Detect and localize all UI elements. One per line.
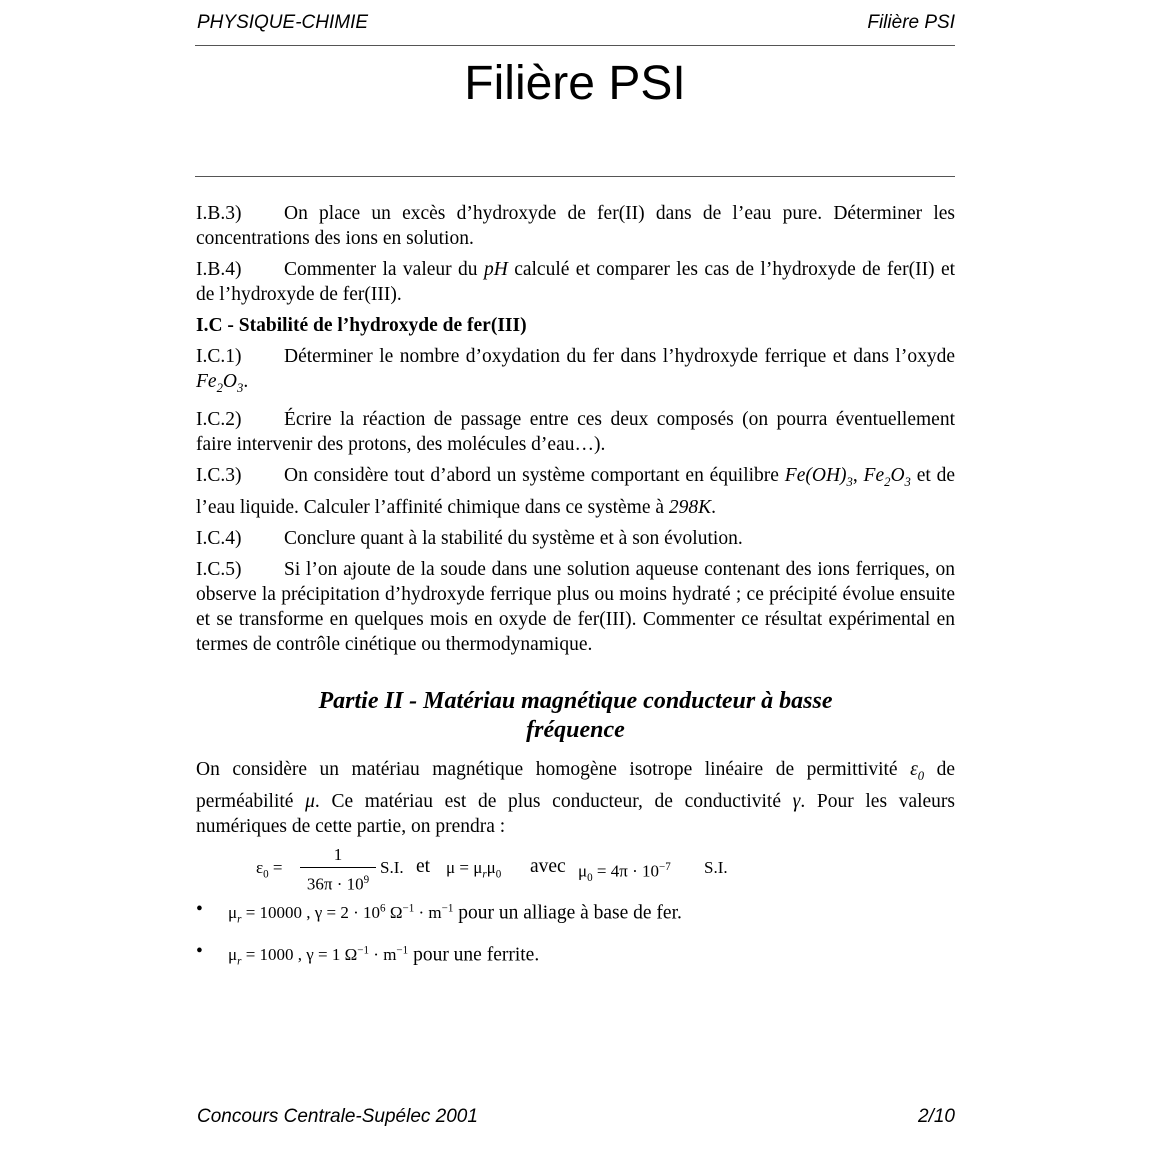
question-text: Commenter la valeur du xyxy=(284,259,478,280)
title-rule xyxy=(195,176,955,177)
question-IC4 xyxy=(196,526,955,551)
fraction xyxy=(300,845,376,895)
separator: , xyxy=(852,464,858,486)
page-footer xyxy=(197,1106,955,1132)
footer-contest: Concours Centrale-Supélec 2001 xyxy=(197,1106,478,1127)
question-number: I.C.5) xyxy=(196,558,242,580)
part-title-line2: fréquence xyxy=(526,716,625,743)
temperature-value: 298K xyxy=(668,496,712,518)
intro-text: . Ce matériau est de plus conducteur, de conductivité xyxy=(314,790,781,812)
material-values: $\mu_r = 1000$ , γ = 1 $\Omega^{-1} \cdot m^{-1}$ xyxy=(228,944,409,968)
connector-et: et xyxy=(416,855,431,877)
question-IC3 xyxy=(196,463,955,520)
part-II-intro xyxy=(196,757,955,839)
bullet-icon: • xyxy=(196,898,203,920)
question-IC1 xyxy=(196,344,955,401)
formula-fe2o3: $Fe_2O_3$ xyxy=(196,371,244,395)
header-track: Filière PSI xyxy=(867,12,955,33)
question-IB3 xyxy=(196,201,955,251)
connector-avec: avec xyxy=(530,855,566,877)
question-text-end: calculé et comparer les cas de l’hydroxyde de fer(II) et de l’hydroxyde de fer(III). xyxy=(196,259,956,305)
punctuation: . xyxy=(243,371,249,392)
question-text: Conclure quant à la stabilité du système et à son évolution. xyxy=(284,527,743,549)
question-text: Écrire la réaction de passage entre ces deux composés (on pourra éventuellement faire intervenir des protons, des molécules d’eau…). xyxy=(196,408,955,455)
question-text: On considère tout d’abord un système comportant en équilibre xyxy=(284,464,779,486)
question-text: Si l’on ajoute de la soude dans une solution aqueuse contenant des ions ferriques, on observe la précipitation d’hydroxyde ferrique plus ou moins hydraté ; ce précipité évolue ensuite et se transforme en quelques mois en oxyde de fer(III). Commenter ce résultat expérimental en termes de contrôle cinétique ou thermodynamique. xyxy=(196,558,955,655)
symbol-gamma: γ xyxy=(792,790,801,812)
intro-text: de perméabilité xyxy=(196,758,956,812)
epsilon0-lhs: $\varepsilon_0$ = xyxy=(256,857,283,881)
page-header xyxy=(197,12,955,36)
material-values: $\mu_r = 10000$ , $\gamma = 2 \cdot 10^6$ $\Omega^{-1} \cdot m^{-1}$ xyxy=(228,902,454,926)
question-number: I.B.3) xyxy=(196,203,242,224)
intro-text: On considère un matériau magnétique homogène isotrope linéaire de permittivité xyxy=(196,758,898,780)
section-heading-IC: I.C - Stabilité de l’hydroxyde de fer(III) xyxy=(196,315,527,336)
symbol-mu: μ xyxy=(305,790,315,812)
mu0-expression: $\mu_0 = 4\pi \cdot 10^{-7}$ xyxy=(578,860,671,884)
formula-fe2o3: $Fe_2O_3$ xyxy=(863,464,911,489)
unit-si: S.I. xyxy=(704,857,728,877)
question-text: On place un excès d’hydroxyde de fer(II) dans de l’eau pure. Déterminer les concentrations des ions en solution. xyxy=(196,203,955,249)
header-subject: PHYSIQUE-CHIMIE xyxy=(197,12,369,33)
question-number: I.C.3) xyxy=(196,464,242,486)
footer-page-number: 2/10 xyxy=(918,1106,955,1127)
intro-text: . Pour les valeurs numériques de cette partie, on prendra : xyxy=(196,790,955,837)
part-title-line1: Partie II - Matériau magnétique conducteur à basse xyxy=(318,687,833,714)
list-item xyxy=(196,897,955,933)
mu-expression: $\mu = \mu_r\mu_0$ xyxy=(446,857,502,881)
document-body xyxy=(196,201,955,981)
header-rule xyxy=(195,45,955,46)
fraction-bar xyxy=(300,867,376,868)
unit-si: S.I. xyxy=(380,857,404,877)
material-list xyxy=(196,897,955,975)
question-number: I.C.4) xyxy=(196,527,242,549)
formula-feoh3: $Fe(OH)_3$ xyxy=(784,464,853,489)
list-item xyxy=(196,939,955,975)
question-IC5 xyxy=(196,557,955,657)
material-description: pour une ferrite. xyxy=(413,944,540,966)
constants-equation xyxy=(256,845,955,893)
symbol-epsilon0: $\varepsilon_0$ xyxy=(910,758,925,783)
question-number: I.B.4) xyxy=(196,259,242,280)
material-description: pour un alliage à base de fer. xyxy=(458,902,682,924)
question-number: I.C.1) xyxy=(196,346,242,367)
page-title: Filière PSI xyxy=(464,57,686,110)
fraction-denominator: $36\pi \cdot 10^9$ xyxy=(306,873,370,894)
question-text-end: et de l’eau liquide. Calculer l’affinité chimique dans ce système à xyxy=(196,464,956,518)
punctuation: . xyxy=(711,496,717,518)
question-IB4 xyxy=(196,257,955,307)
bullet-icon: • xyxy=(196,940,203,962)
math-ph: pH xyxy=(483,259,508,280)
part-II-title xyxy=(226,687,925,745)
question-IC2 xyxy=(196,407,955,457)
question-number: I.C.2) xyxy=(196,408,242,430)
fraction-numerator: 1 xyxy=(333,844,343,864)
question-text: Déterminer le nombre d’oxydation du fer dans l’hydroxyde ferrique et dans l’oxyde xyxy=(284,346,955,367)
